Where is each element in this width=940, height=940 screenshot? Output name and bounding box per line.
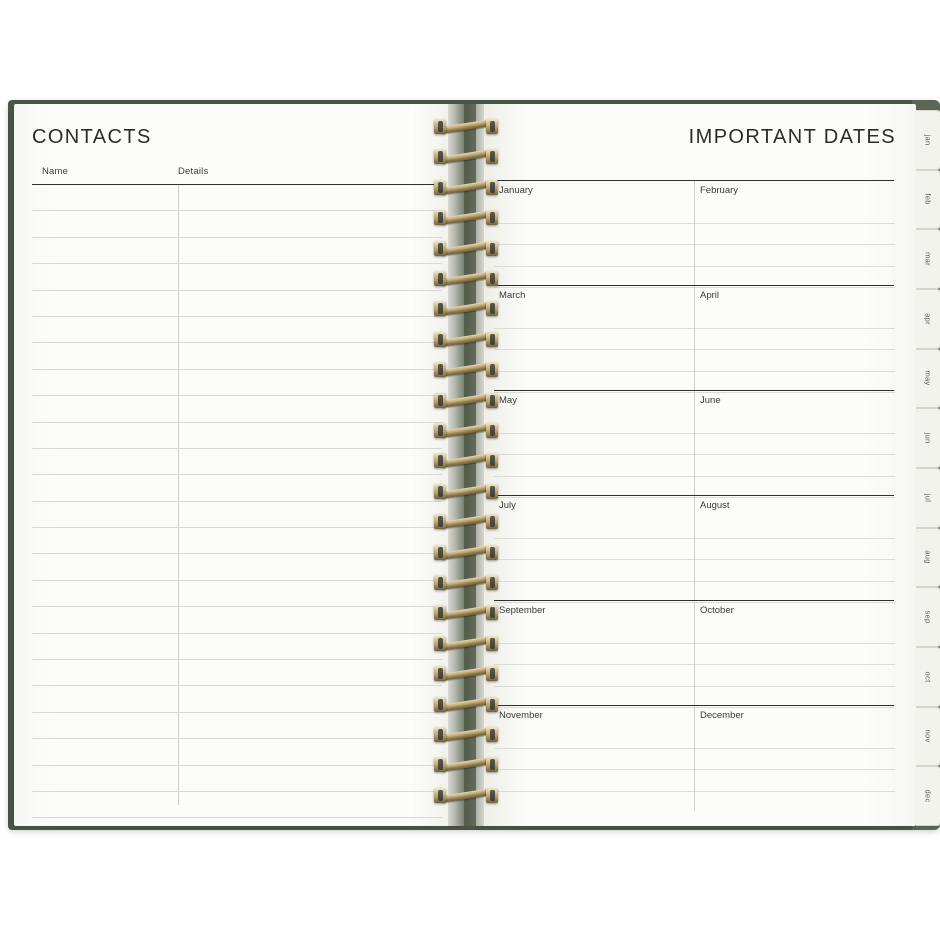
month-line[interactable] <box>695 350 895 372</box>
month-cell[interactable] <box>694 496 895 600</box>
month-line[interactable] <box>695 792 895 813</box>
month-line[interactable] <box>695 517 895 539</box>
month-cell[interactable] <box>494 601 694 705</box>
contact-row[interactable] <box>32 739 442 765</box>
binding-ring <box>432 544 500 561</box>
binding-ring <box>432 148 500 165</box>
binding-ring <box>432 787 500 804</box>
month-row <box>494 705 894 810</box>
month-tab-label: jan <box>923 134 933 146</box>
month-tab-label: apr <box>923 312 933 325</box>
binding-ring <box>432 756 500 773</box>
binding-ring <box>432 726 500 743</box>
contact-row[interactable] <box>32 449 442 475</box>
contacts-page[interactable] <box>14 104 464 826</box>
contact-row[interactable] <box>32 238 442 264</box>
month-tab-label: oct <box>923 671 933 683</box>
important-dates-page[interactable] <box>476 104 916 826</box>
spiral-binding <box>432 118 504 818</box>
month-line[interactable] <box>695 644 895 666</box>
month-cell[interactable] <box>694 391 895 495</box>
month-line[interactable] <box>494 560 694 582</box>
contacts-column-details: Details <box>178 166 209 177</box>
contact-row[interactable] <box>32 185 442 211</box>
month-write-lines[interactable] <box>494 307 694 393</box>
month-line[interactable] <box>494 792 694 813</box>
contact-row[interactable] <box>32 264 442 290</box>
month-row <box>494 180 894 285</box>
month-tab-label: may <box>923 370 933 387</box>
month-tab-mar[interactable] <box>916 229 940 289</box>
month-tab-label: mar <box>923 252 933 267</box>
month-line[interactable] <box>695 665 895 687</box>
month-line[interactable] <box>494 245 694 267</box>
contact-row[interactable] <box>32 343 442 369</box>
month-tab-jul[interactable] <box>916 468 940 528</box>
month-label: August <box>700 500 730 511</box>
month-line[interactable] <box>695 539 895 561</box>
month-cell[interactable] <box>494 706 694 810</box>
month-label: February <box>700 185 739 196</box>
binding-ring <box>432 179 500 196</box>
month-tab-feb[interactable] <box>916 170 940 230</box>
month-write-lines[interactable] <box>494 727 694 812</box>
month-line[interactable] <box>695 307 895 329</box>
binding-ring <box>432 422 500 439</box>
binding-ring <box>432 270 500 287</box>
contacts-rows[interactable] <box>32 185 442 805</box>
month-cell[interactable] <box>694 181 895 285</box>
month-write-lines[interactable] <box>494 412 694 498</box>
month-write-lines[interactable] <box>695 412 895 498</box>
month-tab-label: jul <box>923 493 933 503</box>
month-tab-dec[interactable] <box>916 766 940 826</box>
month-label: October <box>700 605 734 616</box>
important-dates-grid[interactable] <box>494 180 894 830</box>
contact-row[interactable] <box>32 581 442 607</box>
month-line[interactable] <box>695 329 895 351</box>
month-line[interactable] <box>695 560 895 582</box>
month-tab-nov[interactable] <box>916 707 940 767</box>
month-tab-jan[interactable] <box>916 110 940 170</box>
month-line[interactable] <box>695 202 895 224</box>
binding-ring <box>432 696 500 713</box>
month-label: September <box>499 605 546 616</box>
month-tab-label: aug <box>923 550 933 565</box>
binding-ring <box>432 665 500 682</box>
month-label: June <box>700 395 721 406</box>
month-line[interactable] <box>494 307 694 329</box>
month-write-lines[interactable] <box>695 622 895 708</box>
binding-ring <box>432 604 500 621</box>
month-line[interactable] <box>494 224 694 246</box>
month-cell[interactable] <box>494 181 694 285</box>
month-cell[interactable] <box>494 286 694 390</box>
month-tab-label: jun <box>923 432 933 444</box>
contact-row[interactable] <box>32 396 442 422</box>
binding-ring <box>432 392 500 409</box>
month-line[interactable] <box>494 622 694 644</box>
month-cell[interactable] <box>694 706 895 810</box>
binding-ring <box>432 300 500 317</box>
binding-ring <box>432 361 500 378</box>
month-write-lines[interactable] <box>695 517 895 603</box>
contact-row[interactable] <box>32 502 442 528</box>
month-line[interactable] <box>695 434 895 456</box>
month-row <box>494 600 894 705</box>
month-tab-label: nov <box>923 729 933 743</box>
month-cell[interactable] <box>694 286 895 390</box>
contact-row[interactable] <box>32 713 442 739</box>
contact-row[interactable] <box>32 634 442 660</box>
contact-row[interactable] <box>32 660 442 686</box>
contacts-page-title: CONTACTS <box>32 126 152 148</box>
month-write-lines[interactable] <box>695 727 895 812</box>
month-line[interactable] <box>494 202 694 224</box>
contact-row[interactable] <box>32 607 442 633</box>
month-label: November <box>499 710 543 721</box>
month-line[interactable] <box>695 770 895 792</box>
binding-ring <box>432 513 500 530</box>
contact-row[interactable] <box>32 686 442 712</box>
month-line[interactable] <box>494 749 694 771</box>
month-line[interactable] <box>695 245 895 267</box>
month-line[interactable] <box>494 644 694 666</box>
binding-ring <box>432 574 500 591</box>
month-line[interactable] <box>494 329 694 351</box>
month-line[interactable] <box>695 749 895 771</box>
binding-ring <box>432 483 500 500</box>
month-cell[interactable] <box>494 391 694 495</box>
month-cell[interactable] <box>694 601 895 705</box>
month-label: May <box>499 395 517 406</box>
month-write-lines[interactable] <box>494 622 694 708</box>
month-line[interactable] <box>695 727 895 749</box>
month-label: April <box>700 290 720 301</box>
month-tab-label: dec <box>923 789 933 803</box>
month-tab-apr[interactable] <box>916 289 940 349</box>
month-tab-may[interactable] <box>916 349 940 409</box>
month-line[interactable] <box>494 350 694 372</box>
month-label: July <box>499 500 516 511</box>
month-tab-aug[interactable] <box>916 528 940 588</box>
binding-ring <box>432 240 500 257</box>
month-line[interactable] <box>494 539 694 561</box>
month-line[interactable] <box>494 517 694 539</box>
contacts-column-name: Name <box>42 166 69 177</box>
month-tab-label: sep <box>923 610 933 624</box>
binding-ring <box>432 635 500 652</box>
contact-row[interactable] <box>32 475 442 501</box>
contact-row[interactable] <box>32 528 442 554</box>
month-line[interactable] <box>494 665 694 687</box>
month-line[interactable] <box>695 224 895 246</box>
month-write-lines[interactable] <box>695 307 895 393</box>
month-tab-oct[interactable] <box>916 647 940 707</box>
month-line[interactable] <box>494 434 694 456</box>
month-label: December <box>700 710 744 721</box>
contact-row[interactable] <box>32 211 442 237</box>
binding-ring <box>432 209 500 226</box>
binding-ring <box>432 118 500 135</box>
month-tab-jun[interactable] <box>916 408 940 468</box>
contact-row[interactable] <box>32 766 442 792</box>
month-line[interactable] <box>494 412 694 434</box>
month-write-lines[interactable] <box>494 517 694 603</box>
month-line[interactable] <box>494 770 694 792</box>
month-row <box>494 285 894 390</box>
binding-ring <box>432 452 500 469</box>
contact-row[interactable] <box>32 317 442 343</box>
month-line[interactable] <box>494 455 694 477</box>
contacts-column-headers <box>32 166 442 184</box>
contact-row[interactable] <box>32 423 442 449</box>
month-tab-sep[interactable] <box>916 587 940 647</box>
month-row <box>494 390 894 495</box>
month-row <box>494 495 894 600</box>
month-line[interactable] <box>695 412 895 434</box>
month-line[interactable] <box>695 622 895 644</box>
contact-row[interactable] <box>32 554 442 580</box>
month-line[interactable] <box>494 727 694 749</box>
month-tab-strip[interactable] <box>916 110 940 826</box>
contact-row[interactable] <box>32 370 442 396</box>
month-tab-label: feb <box>923 193 933 206</box>
binding-ring <box>432 331 500 348</box>
month-write-lines[interactable] <box>494 202 694 288</box>
month-label: March <box>499 290 526 301</box>
month-write-lines[interactable] <box>695 202 895 288</box>
important-dates-page-title: IMPORTANT DATES <box>688 126 896 148</box>
month-label: January <box>499 185 533 196</box>
month-line[interactable] <box>695 455 895 477</box>
contact-row[interactable] <box>32 291 442 317</box>
month-cell[interactable] <box>494 496 694 600</box>
contact-row[interactable] <box>32 792 442 818</box>
